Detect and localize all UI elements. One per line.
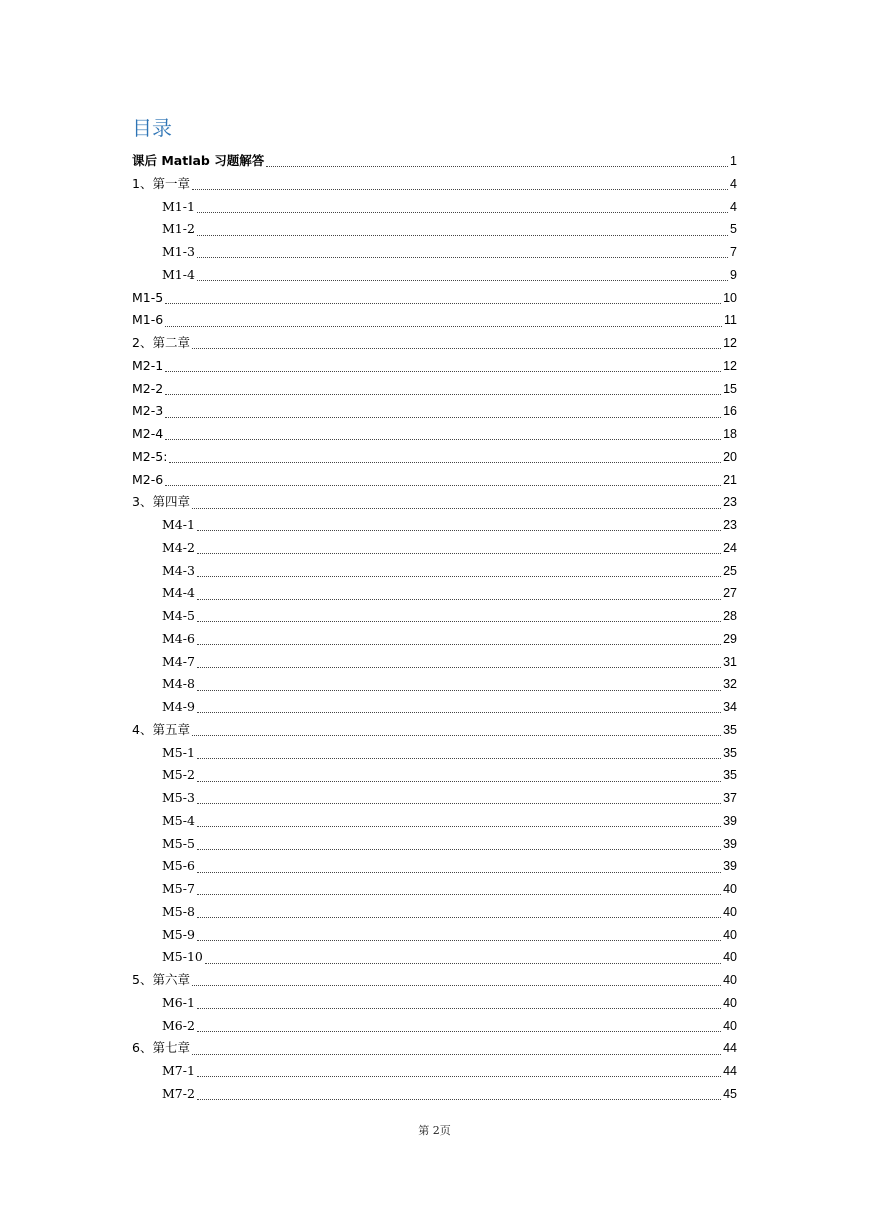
toc-entry[interactable] bbox=[132, 355, 737, 378]
toc-entry-label: M2-6 bbox=[132, 471, 164, 487]
toc-entry-page-number: 4 bbox=[730, 199, 737, 214]
toc-entry[interactable] bbox=[132, 150, 737, 173]
toc-entry[interactable] bbox=[132, 196, 737, 219]
toc-entry-label: M1-4 bbox=[162, 266, 195, 282]
toc-entry-label: M5-10 bbox=[162, 949, 203, 965]
toc-entry-label: M1-6 bbox=[132, 312, 164, 328]
dot-leader bbox=[205, 962, 721, 964]
toc-entry-page-number: 39 bbox=[723, 813, 737, 828]
toc-entry[interactable] bbox=[132, 241, 737, 264]
toc-entry-page-number: 23 bbox=[723, 495, 737, 510]
toc-entry-label: M7-1 bbox=[162, 1063, 195, 1078]
toc-entry-label: M4-2 bbox=[162, 539, 195, 555]
toc-entry-label: M5-8 bbox=[162, 903, 195, 919]
toc-entry[interactable] bbox=[132, 878, 737, 901]
toc-entry[interactable] bbox=[132, 218, 737, 241]
toc-entry-page-number: 18 bbox=[723, 427, 737, 441]
toc-entry[interactable] bbox=[132, 173, 737, 196]
dot-leader bbox=[165, 416, 721, 418]
toc-entry-page-number: 35 bbox=[723, 745, 737, 760]
toc-entry-page-number: 37 bbox=[723, 791, 737, 805]
toc-entry[interactable] bbox=[132, 400, 737, 423]
toc-entry[interactable] bbox=[132, 423, 737, 446]
toc-entry-label: 6、第七章 bbox=[132, 1040, 190, 1056]
toc-entry[interactable] bbox=[132, 924, 737, 947]
toc-entry-label: M4-8 bbox=[162, 676, 195, 692]
toc-entry[interactable] bbox=[132, 1037, 737, 1060]
toc-list bbox=[132, 150, 737, 1106]
dot-leader bbox=[197, 256, 728, 258]
toc-entry-page-number: 35 bbox=[723, 768, 737, 783]
dot-leader bbox=[197, 711, 721, 713]
toc-entry-label: M1-5 bbox=[132, 289, 164, 305]
dot-leader bbox=[192, 1053, 721, 1055]
toc-entry[interactable] bbox=[132, 1083, 737, 1106]
toc-heading: 目录 bbox=[132, 116, 172, 140]
toc-entry-page-number: 44 bbox=[723, 1041, 737, 1056]
toc-entry-page-number: 21 bbox=[723, 472, 737, 487]
toc-entry[interactable] bbox=[132, 469, 737, 492]
toc-entry-page-number: 40 bbox=[723, 882, 737, 896]
toc-entry-label: M4-7 bbox=[162, 653, 195, 669]
toc-entry-page-number: 12 bbox=[723, 336, 737, 350]
toc-entry-page-number: 40 bbox=[723, 995, 737, 1010]
dot-leader bbox=[197, 1075, 721, 1077]
toc-entry-label: M5-1 bbox=[162, 744, 195, 760]
toc-entry[interactable] bbox=[132, 491, 737, 514]
toc-entry-label: M5-3 bbox=[162, 790, 195, 805]
dot-leader bbox=[197, 893, 721, 895]
dot-leader bbox=[192, 734, 721, 736]
toc-entry-label: M5-9 bbox=[162, 926, 195, 942]
toc-entry[interactable] bbox=[132, 787, 737, 810]
toc-entry-page-number: 5 bbox=[730, 222, 737, 237]
toc-entry-page-number: 20 bbox=[723, 449, 737, 464]
dot-leader bbox=[266, 165, 728, 167]
toc-entry-page-number: 39 bbox=[723, 836, 737, 851]
toc-entry-label: M5-2 bbox=[162, 767, 195, 783]
toc-entry-label: 5、第六章 bbox=[132, 972, 190, 987]
toc-entry-page-number: 40 bbox=[723, 950, 737, 965]
toc-entry[interactable] bbox=[132, 560, 737, 583]
dot-leader bbox=[197, 211, 728, 213]
toc-entry[interactable] bbox=[132, 742, 737, 765]
dot-leader bbox=[165, 325, 722, 327]
dot-leader bbox=[197, 575, 721, 577]
dot-leader bbox=[197, 825, 721, 827]
toc-entry-page-number: 40 bbox=[723, 927, 737, 942]
dot-leader bbox=[192, 347, 721, 349]
dot-leader bbox=[165, 393, 721, 395]
toc-entry-label: M2-2 bbox=[132, 380, 164, 396]
toc-entry-label: M1-1 bbox=[162, 198, 195, 214]
toc-entry[interactable] bbox=[132, 1060, 737, 1083]
toc-entry[interactable] bbox=[132, 378, 737, 401]
toc-entry[interactable] bbox=[132, 628, 737, 651]
toc-entry-label: M4-5 bbox=[162, 608, 195, 623]
toc-entry-label: M4-3 bbox=[162, 562, 195, 578]
toc-entry[interactable] bbox=[132, 810, 737, 833]
toc-entry-page-number: 23 bbox=[723, 518, 737, 532]
toc-entry-label: M5-7 bbox=[162, 881, 195, 896]
toc-entry-label: M4-6 bbox=[162, 630, 195, 646]
page-footer: 第 2页 bbox=[418, 1124, 451, 1137]
toc-entry-page-number: 35 bbox=[723, 722, 737, 737]
dot-leader bbox=[197, 871, 721, 873]
toc-entry[interactable] bbox=[132, 969, 737, 992]
toc-entry[interactable] bbox=[132, 855, 737, 878]
toc-entry-page-number: 24 bbox=[723, 540, 737, 555]
toc-entry[interactable] bbox=[132, 901, 737, 924]
toc-entry[interactable] bbox=[132, 696, 737, 719]
toc-entry-page-number: 15 bbox=[723, 381, 737, 396]
toc-entry-label: M1-3 bbox=[162, 244, 195, 259]
toc-entry-label: 4、第五章 bbox=[132, 721, 190, 737]
toc-entry-page-number: 45 bbox=[723, 1086, 737, 1101]
dot-leader bbox=[197, 939, 721, 941]
toc-entry-page-number: 32 bbox=[723, 677, 737, 692]
toc-entry-page-number: 28 bbox=[723, 609, 737, 623]
toc-entry[interactable] bbox=[132, 719, 737, 742]
toc-entry[interactable] bbox=[132, 582, 737, 605]
toc-entry-label: 3、第四章 bbox=[132, 494, 190, 510]
dot-leader bbox=[197, 689, 721, 691]
toc-entry[interactable] bbox=[132, 992, 737, 1015]
dot-leader bbox=[197, 1098, 721, 1100]
toc-entry-label: M1-2 bbox=[162, 221, 195, 237]
toc-entry-label: M4-1 bbox=[162, 517, 195, 532]
dot-leader bbox=[197, 598, 721, 600]
toc-entry[interactable] bbox=[132, 764, 737, 787]
toc-entry[interactable] bbox=[132, 446, 737, 469]
dot-leader bbox=[197, 279, 728, 281]
dot-leader bbox=[192, 188, 728, 190]
toc-entry-label: M5-6 bbox=[162, 858, 195, 874]
dot-leader bbox=[197, 552, 721, 554]
toc-entry-label: M6-1 bbox=[162, 994, 195, 1010]
dot-leader bbox=[197, 529, 721, 531]
toc-entry[interactable] bbox=[132, 332, 737, 355]
toc-entry[interactable] bbox=[132, 651, 737, 674]
toc-entry-page-number: 31 bbox=[723, 654, 737, 669]
toc-entry-page-number: 7 bbox=[730, 245, 737, 259]
toc-entry-page-number: 4 bbox=[730, 176, 737, 191]
dot-leader bbox=[165, 438, 721, 440]
dot-leader bbox=[192, 984, 721, 986]
toc-entry-page-number: 40 bbox=[723, 904, 737, 919]
toc-entry-label: M2-1 bbox=[132, 357, 164, 373]
toc-entry-page-number: 27 bbox=[723, 586, 737, 601]
toc-entry-page-number: 25 bbox=[723, 563, 737, 578]
dot-leader bbox=[197, 780, 721, 782]
dot-leader bbox=[165, 484, 721, 486]
toc-entry-page-number: 9 bbox=[730, 267, 737, 282]
dot-leader bbox=[197, 1030, 721, 1032]
toc-entry-label: M4-9 bbox=[162, 699, 195, 714]
toc-entry[interactable] bbox=[132, 833, 737, 856]
toc-entry-label: 1、第一章 bbox=[132, 175, 190, 191]
dot-leader bbox=[197, 848, 721, 850]
dot-leader bbox=[197, 916, 721, 918]
toc-entry-page-number: 39 bbox=[723, 859, 737, 874]
toc-entry-label: M4-4 bbox=[162, 585, 195, 601]
toc-entry-label: M5-4 bbox=[162, 812, 195, 828]
toc-entry[interactable] bbox=[132, 1015, 737, 1038]
toc-entry[interactable] bbox=[132, 537, 737, 560]
toc-entry[interactable] bbox=[132, 605, 737, 628]
toc-entry-page-number: 40 bbox=[723, 1018, 737, 1033]
dot-leader bbox=[169, 461, 721, 463]
toc-entry[interactable] bbox=[132, 264, 737, 287]
toc-entry-page-number: 44 bbox=[723, 1064, 737, 1078]
dot-leader bbox=[197, 666, 721, 668]
toc-entry-page-number: 12 bbox=[723, 358, 737, 373]
toc-entry-page-number: 16 bbox=[723, 404, 737, 419]
toc-entry-label: M2-3 bbox=[132, 403, 164, 419]
toc-entry-label: 2、第二章 bbox=[132, 335, 190, 350]
toc-entry-page-number: 11 bbox=[724, 313, 737, 328]
toc-entry-page-number: 29 bbox=[723, 631, 737, 646]
dot-leader bbox=[197, 757, 721, 759]
toc-entry[interactable] bbox=[132, 946, 737, 969]
toc-entry-label: M6-2 bbox=[162, 1017, 195, 1033]
toc-entry-label: M7-2 bbox=[162, 1085, 195, 1101]
toc-entry-page-number: 10 bbox=[723, 290, 737, 305]
dot-leader bbox=[165, 302, 721, 304]
toc-entry-page-number: 40 bbox=[723, 973, 737, 987]
toc-entry[interactable] bbox=[132, 673, 737, 696]
toc-entry-label: M5-5 bbox=[162, 835, 195, 851]
dot-leader bbox=[165, 370, 721, 372]
dot-leader bbox=[197, 620, 721, 622]
toc-entry-label: M2-4 bbox=[132, 426, 164, 441]
dot-leader bbox=[197, 802, 721, 804]
toc-entry-page-number: 1 bbox=[730, 154, 737, 168]
toc-entry[interactable] bbox=[132, 514, 737, 537]
toc-entry-label: M2-5: bbox=[132, 448, 168, 464]
toc-entry[interactable] bbox=[132, 309, 737, 332]
dot-leader bbox=[197, 234, 728, 236]
toc-entry-label: 课后 Matlab 习题解答 bbox=[132, 153, 265, 168]
dot-leader bbox=[197, 643, 721, 645]
dot-leader bbox=[192, 507, 721, 509]
dot-leader bbox=[197, 1007, 721, 1009]
toc-entry-page-number: 34 bbox=[723, 700, 737, 714]
toc-entry[interactable] bbox=[132, 287, 737, 310]
